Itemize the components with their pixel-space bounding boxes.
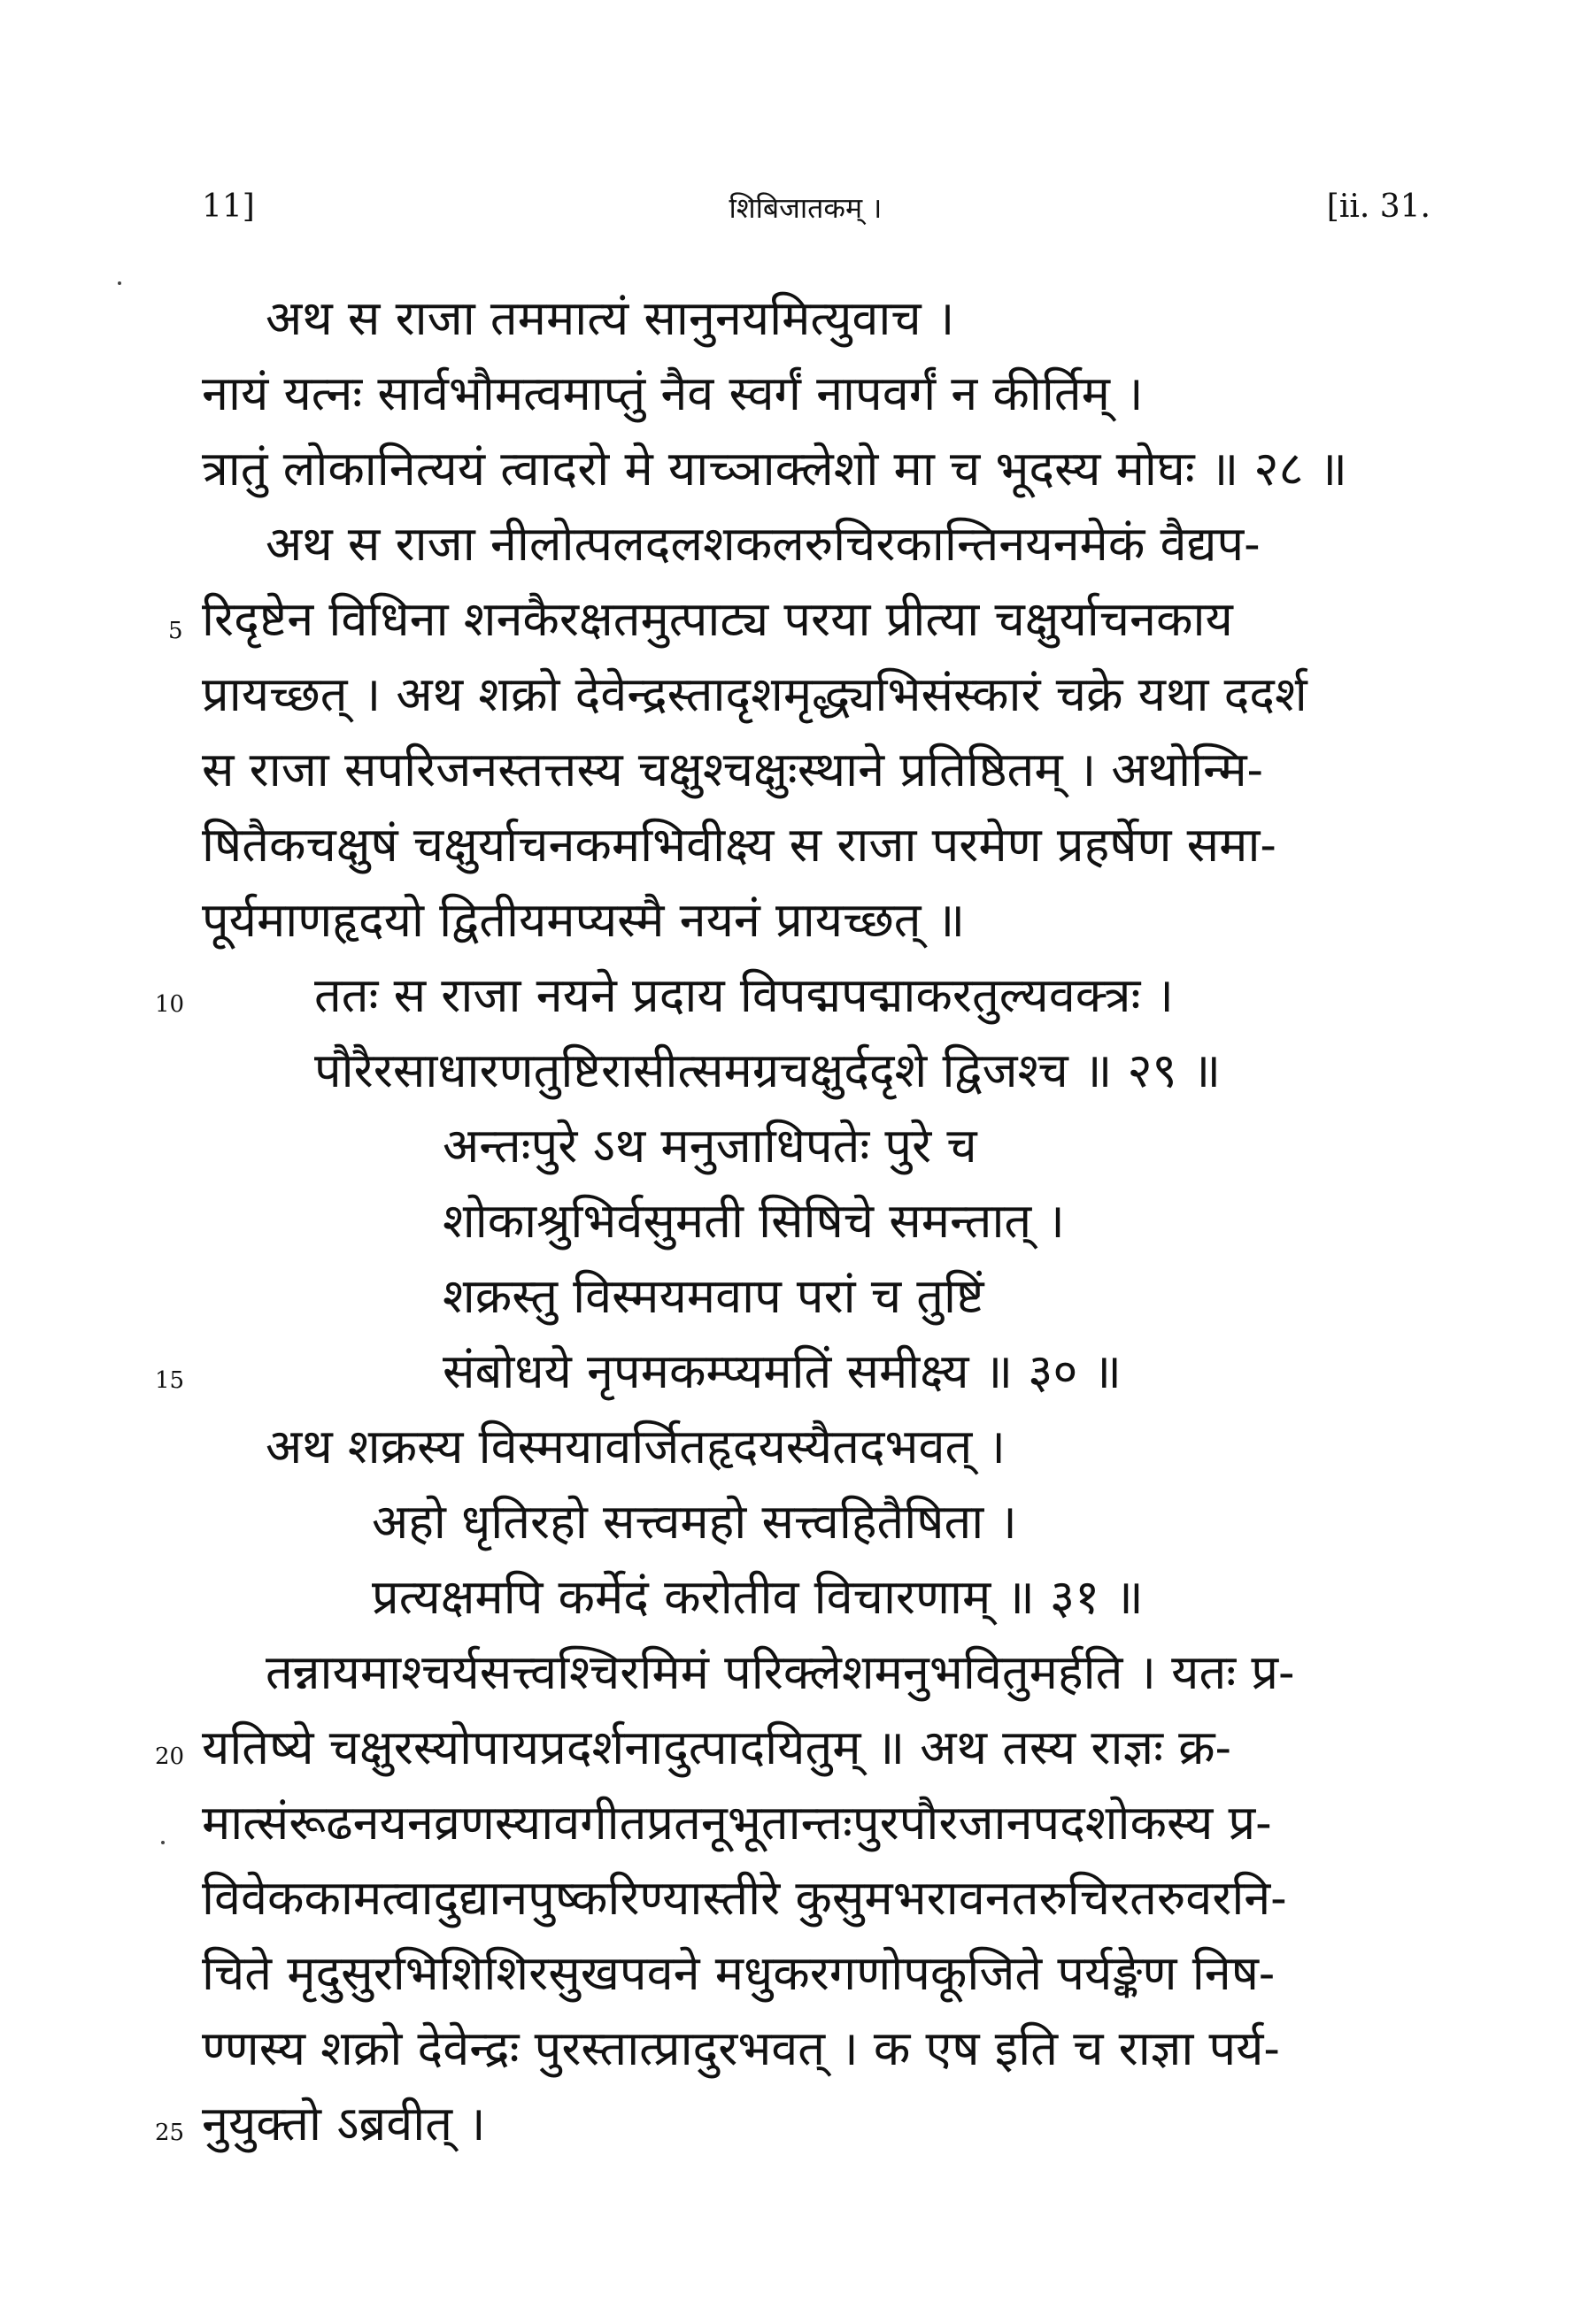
text-line: प्रायच्छत् । अथ शक्रो देवेन्द्रस्तादृशमृद्ध्यभिसंस्कारं चक्रे यथा ददर्श	[202, 666, 1307, 722]
text-line: नायं यत्नः सार्वभौमत्वमाप्तुं नैव स्वर्गं नापवर्गं न कीर्तिम् ।	[202, 366, 1144, 421]
text-line: नुयुक्तो ऽब्रवीत् ।	[202, 2096, 486, 2151]
verse-line: शोकाश्रुभिर्वसुमती सिषिचे समन्तात् ।	[443, 1193, 1065, 1249]
text-line: रिदृष्टेन विधिना शनकैरक्षतमुत्पाट्य परया प्रीत्या चक्षुर्याचनकाय	[202, 591, 1233, 647]
verse-line: ततः स राजा नयने प्रदाय विपद्मपद्माकरतुल्यवक्त्रः ।	[314, 967, 1174, 1023]
text-line: विवेककामत्वादुद्यानपुष्करिण्यास्तीरे कुसुमभरावनतरुचिरतरुवरनि-	[202, 1870, 1287, 1926]
text-line: अथ स राजा नीलोत्पलदलशकलरुचिरकान्तिनयनमेकं वैद्यप-	[266, 516, 1261, 572]
verse-line: प्रत्यक्षमपि कर्मेदं करोतीव विचारणाम् ॥ ३१ ॥	[372, 1569, 1144, 1625]
text-line: मात्संरूढनयनव्रणस्यावगीतप्रतनूभूतान्तःपुरपौरजानपदशोकस्य प्र-	[202, 1795, 1272, 1851]
page-number: 11]	[202, 189, 255, 225]
line-number: 25	[155, 2120, 185, 2146]
text-line: स राजा सपरिजनस्तत्तस्य चक्षुश्चक्षुःस्थाने प्रतिष्ठितम् । अथोन्मि-	[202, 742, 1263, 797]
section-reference: [ii. 31.	[1326, 189, 1431, 225]
verse-line: अन्तःपुरे ऽथ मनुजाधिपतेः पुरे च	[443, 1118, 977, 1174]
running-title: शिबिजातकम् ।	[729, 191, 883, 225]
text-line: षितैकचक्षुषं चक्षुर्याचनकमभिवीक्ष्य स राजा परमेण प्रहर्षेण समा-	[202, 817, 1276, 873]
text-line: चिते मृदुसुरभिशिशिरसुखपवने मधुकरगणोपकूजिते पर्यङ्केण निष-	[202, 1945, 1276, 2001]
ink-speck	[118, 281, 121, 285]
line-number: 10	[155, 991, 185, 1018]
text-line: अथ स राजा तममात्यं सानुनयमित्युवाच ।	[266, 290, 955, 346]
text-line: त्रातुं लोकानित्ययं त्वादरो मे याच्ञाक्लेशो मा च भूदस्य मोघः ॥ २८ ॥	[202, 441, 1348, 496]
verse-line: शक्रस्तु विस्मयमवाप परां च तुष्टिं	[443, 1268, 984, 1324]
line-number: 5	[168, 618, 183, 644]
line-number: 20	[155, 1743, 185, 1770]
text-line: अथ शक्रस्य विस्मयावर्जितहृदयस्यैतदभवत् ।	[266, 1419, 1006, 1474]
ink-speck	[161, 1841, 165, 1844]
verse-line: पौरैरसाधारणतुष्टिरासीत्समग्रचक्षुर्ददृशे द्विजश्च ॥ २९ ॥	[314, 1043, 1222, 1098]
text-line: तन्नायमाश्चर्यसत्त्वश्चिरमिमं परिक्लेशमनुभवितुमर्हति । यतः प्र-	[266, 1644, 1295, 1700]
text-line: यतिष्ये चक्षुरस्योपायप्रदर्शनादुत्पादयितुम् ॥ अथ तस्य राज्ञः क्र-	[202, 1720, 1231, 1775]
text-line: पूर्यमाणहृदयो द्वितीयमप्यस्मै नयनं प्रायच्छत् ॥	[202, 892, 966, 948]
verse-line: संबोधये नृपमकम्प्यमतिं समीक्ष्य ॥ ३० ॥	[443, 1343, 1122, 1399]
text-line: ण्णस्य शक्रो देवेन्द्रः पुरस्तात्प्रादुरभवत् । क एष इति च राज्ञा पर्य-	[202, 2020, 1280, 2076]
verse-line: अहो धृतिरहो सत्त्वमहो सत्त्वहितैषिता ।	[372, 1494, 1017, 1550]
line-number: 15	[155, 1367, 185, 1394]
